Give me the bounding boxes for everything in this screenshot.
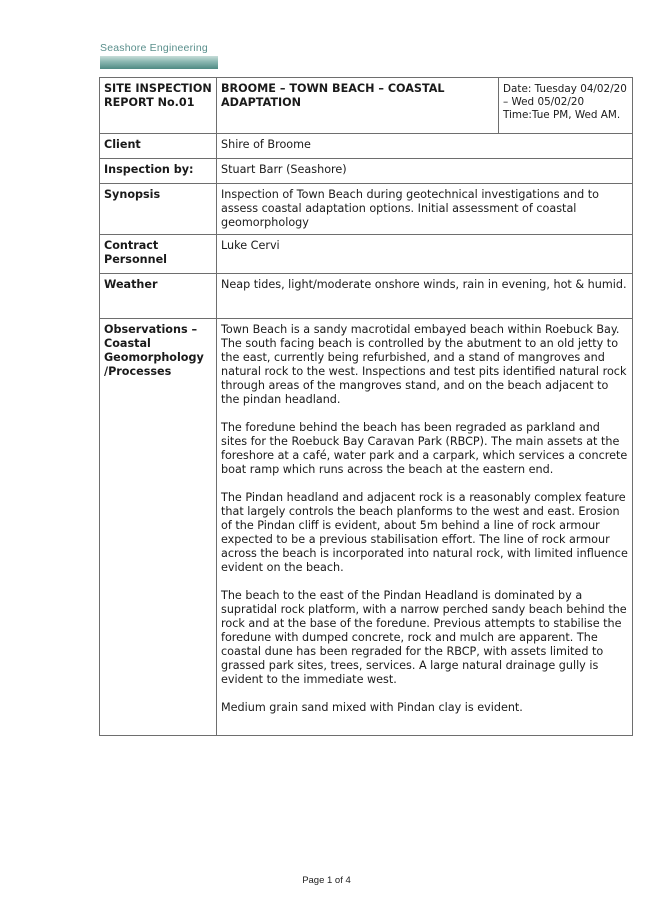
project-title: BROOME – TOWN BEACH – COASTAL ADAPTATION xyxy=(217,78,499,134)
inspection-report-table xyxy=(99,77,633,736)
synopsis-value: Inspection of Town Beach during geotechnical investigations and to assess coastal adaptation options. Initial assessment of coastal geomorphology xyxy=(217,184,633,235)
client-row xyxy=(100,134,633,159)
contract-personnel-row xyxy=(100,235,633,274)
observation-paragraph: Medium grain sand mixed with Pindan clay is evident. xyxy=(221,701,523,714)
observations-row xyxy=(100,319,633,736)
company-logo xyxy=(100,42,220,72)
observation-paragraph: The beach to the east of the Pindan Headland is dominated by a supratidal rock platform, with a narrow perched sandy beach behind the rock and at the base of the foredune. Previous attempts to stabilise the foredune with dumped concrete, rock and mulch are apparent. The coastal dune has been regraded for the RBCP, with assets limited to grassed park sites, trees, services. A large natural drainage gully is evident to the immediate west. xyxy=(221,589,627,686)
observations-body xyxy=(217,319,633,736)
weather-row xyxy=(100,274,633,319)
observation-paragraph: Town Beach is a sandy macrotidal embayed beach within Roebuck Bay. The south facing beach is controlled by the abutment to an old jetty to the east, currently being refurbished, and a stand of mangroves and natural rock to the west. Inspections and test pits identified natural rock through areas of the mangroves stand, and on the beach adjacent to the pindan headland. xyxy=(221,323,627,406)
weather-value: Neap tides, light/moderate onshore winds, rain in evening, hot & humid. xyxy=(217,274,633,319)
observations-label: Observations – Coastal Geomorphology /Processes xyxy=(100,319,217,736)
client-value: Shire of Broome xyxy=(217,134,633,159)
company-logo-wave-graphic xyxy=(100,56,218,69)
inspection-by-value: Stuart Barr (Seashore) xyxy=(217,159,633,184)
report-header-row xyxy=(100,78,633,134)
page-number: Page 1 of 4 xyxy=(302,875,351,886)
company-logo-text: Seashore Engineering xyxy=(100,42,208,54)
inspection-by-row xyxy=(100,159,633,184)
synopsis-label: Synopsis xyxy=(100,184,217,235)
contract-personnel-value: Luke Cervi xyxy=(217,235,633,274)
weather-label: Weather xyxy=(100,274,217,319)
contract-personnel-label: Contract Personnel xyxy=(100,235,217,274)
synopsis-row xyxy=(100,184,633,235)
client-label: Client xyxy=(100,134,217,159)
observation-paragraph: The foredune behind the beach has been regraded as parkland and sites for the Roebuck Bay Caravan Park (RBCP). The main assets at the foreshore at a café, water park and a carpark, which services a concrete boat ramp which runs across the beach at the eastern end. xyxy=(221,421,628,476)
observation-paragraph: The Pindan headland and adjacent rock is a reasonably complex feature that largely controls the beach planforms to the west and east. Erosion of the Pindan cliff is evident, about 5m behind a line of rock armour expected to be a previous stabilisation effort. The line of rock armour across the beach is incorporated into natural rock, with limited influence evident on the beach. xyxy=(221,491,628,574)
inspection-date-time: Date: Tuesday 04/02/20 – Wed 05/02/20 Time:Tue PM, Wed AM. xyxy=(499,78,633,134)
report-title: SITE INSPECTION REPORT No.01 xyxy=(100,78,217,134)
inspection-by-label: Inspection by: xyxy=(100,159,217,184)
